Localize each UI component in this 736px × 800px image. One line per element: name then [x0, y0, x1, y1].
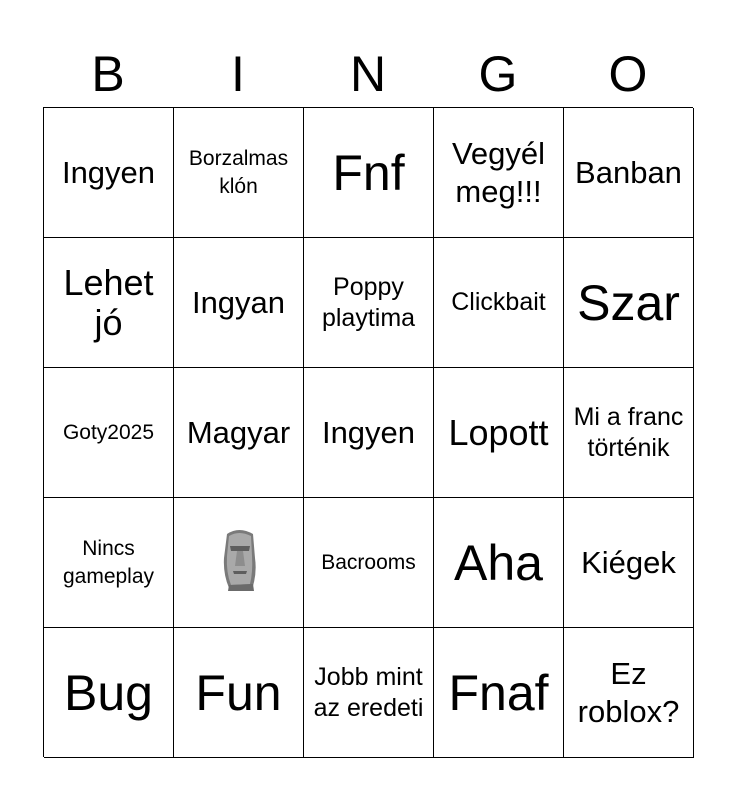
bingo-cell-text: Clickbait [451, 288, 546, 316]
moai-icon [178, 528, 299, 597]
bingo-cell[interactable] [434, 108, 564, 238]
bingo-cell-text: Goty2025 [62, 420, 155, 444]
bingo-cell[interactable] [304, 108, 434, 238]
bingo-cell[interactable] [174, 498, 304, 628]
bingo-cell[interactable] [564, 238, 694, 368]
bingo-cell[interactable] [304, 238, 434, 368]
bingo-cell-text: Vegyél meg!!! [451, 135, 546, 209]
bingo-cell[interactable] [564, 628, 694, 758]
header-letter-n: N [349, 46, 387, 102]
bingo-cell[interactable] [434, 628, 564, 758]
bingo-cell[interactable] [434, 368, 564, 498]
bingo-cell[interactable] [564, 368, 694, 498]
bingo-cell[interactable] [44, 498, 174, 628]
bingo-cell-text: Ingyan [191, 284, 286, 320]
bingo-cell-text: Szar [577, 274, 680, 331]
bingo-cell-text: Banban [575, 154, 682, 190]
bingo-cell-text: Ez roblox? [577, 655, 680, 729]
bingo-cell-text: Ingyen [321, 414, 416, 450]
bingo-cell-text: Fnaf [448, 664, 549, 721]
bingo-cell-text: Fnf [332, 144, 405, 201]
bingo-cell-text: Jobb mint az eredeti [313, 662, 424, 722]
bingo-cell-text: Ingyen [61, 154, 156, 190]
bingo-cell-text: Borzalmas klón [188, 146, 289, 198]
bingo-cell[interactable] [304, 628, 434, 758]
bingo-grid [43, 107, 693, 757]
header-letter-g: G [478, 46, 518, 102]
bingo-cell[interactable] [434, 238, 564, 368]
header-letter-o: O [608, 46, 648, 102]
bingo-cell-text: Mi a franc történik [573, 402, 684, 462]
bingo-cell-text: Lehet jó [63, 261, 154, 343]
bingo-cell[interactable] [434, 498, 564, 628]
bingo-cell[interactable] [174, 628, 304, 758]
bingo-cell[interactable] [44, 108, 174, 238]
bingo-cell-text: Magyar [186, 414, 291, 450]
bingo-header [43, 40, 693, 108]
bingo-cell-text: Bug [64, 664, 153, 721]
bingo-cell-text: Bacrooms [321, 550, 416, 574]
bingo-cell[interactable] [44, 238, 174, 368]
bingo-cell[interactable] [564, 498, 694, 628]
bingo-cell[interactable] [44, 368, 174, 498]
bingo-cell[interactable] [44, 628, 174, 758]
header-letter-i: I [231, 46, 245, 102]
bingo-cell[interactable] [304, 368, 434, 498]
bingo-cell[interactable] [304, 498, 434, 628]
header-letter-b: B [91, 46, 125, 102]
bingo-cell[interactable] [174, 368, 304, 498]
bingo-cell-text: Poppy playtima [321, 272, 416, 332]
bingo-cell-text: Aha [454, 534, 543, 591]
bingo-cell-text: Fun [195, 664, 282, 721]
bingo-cell-text: Kiégek [581, 544, 676, 580]
bingo-cell[interactable] [564, 108, 694, 238]
bingo-cell-text: Nincs gameplay [62, 536, 155, 588]
bingo-cell[interactable] [174, 108, 304, 238]
bingo-cell[interactable] [174, 238, 304, 368]
bingo-cell-text: Lopott [448, 411, 549, 453]
